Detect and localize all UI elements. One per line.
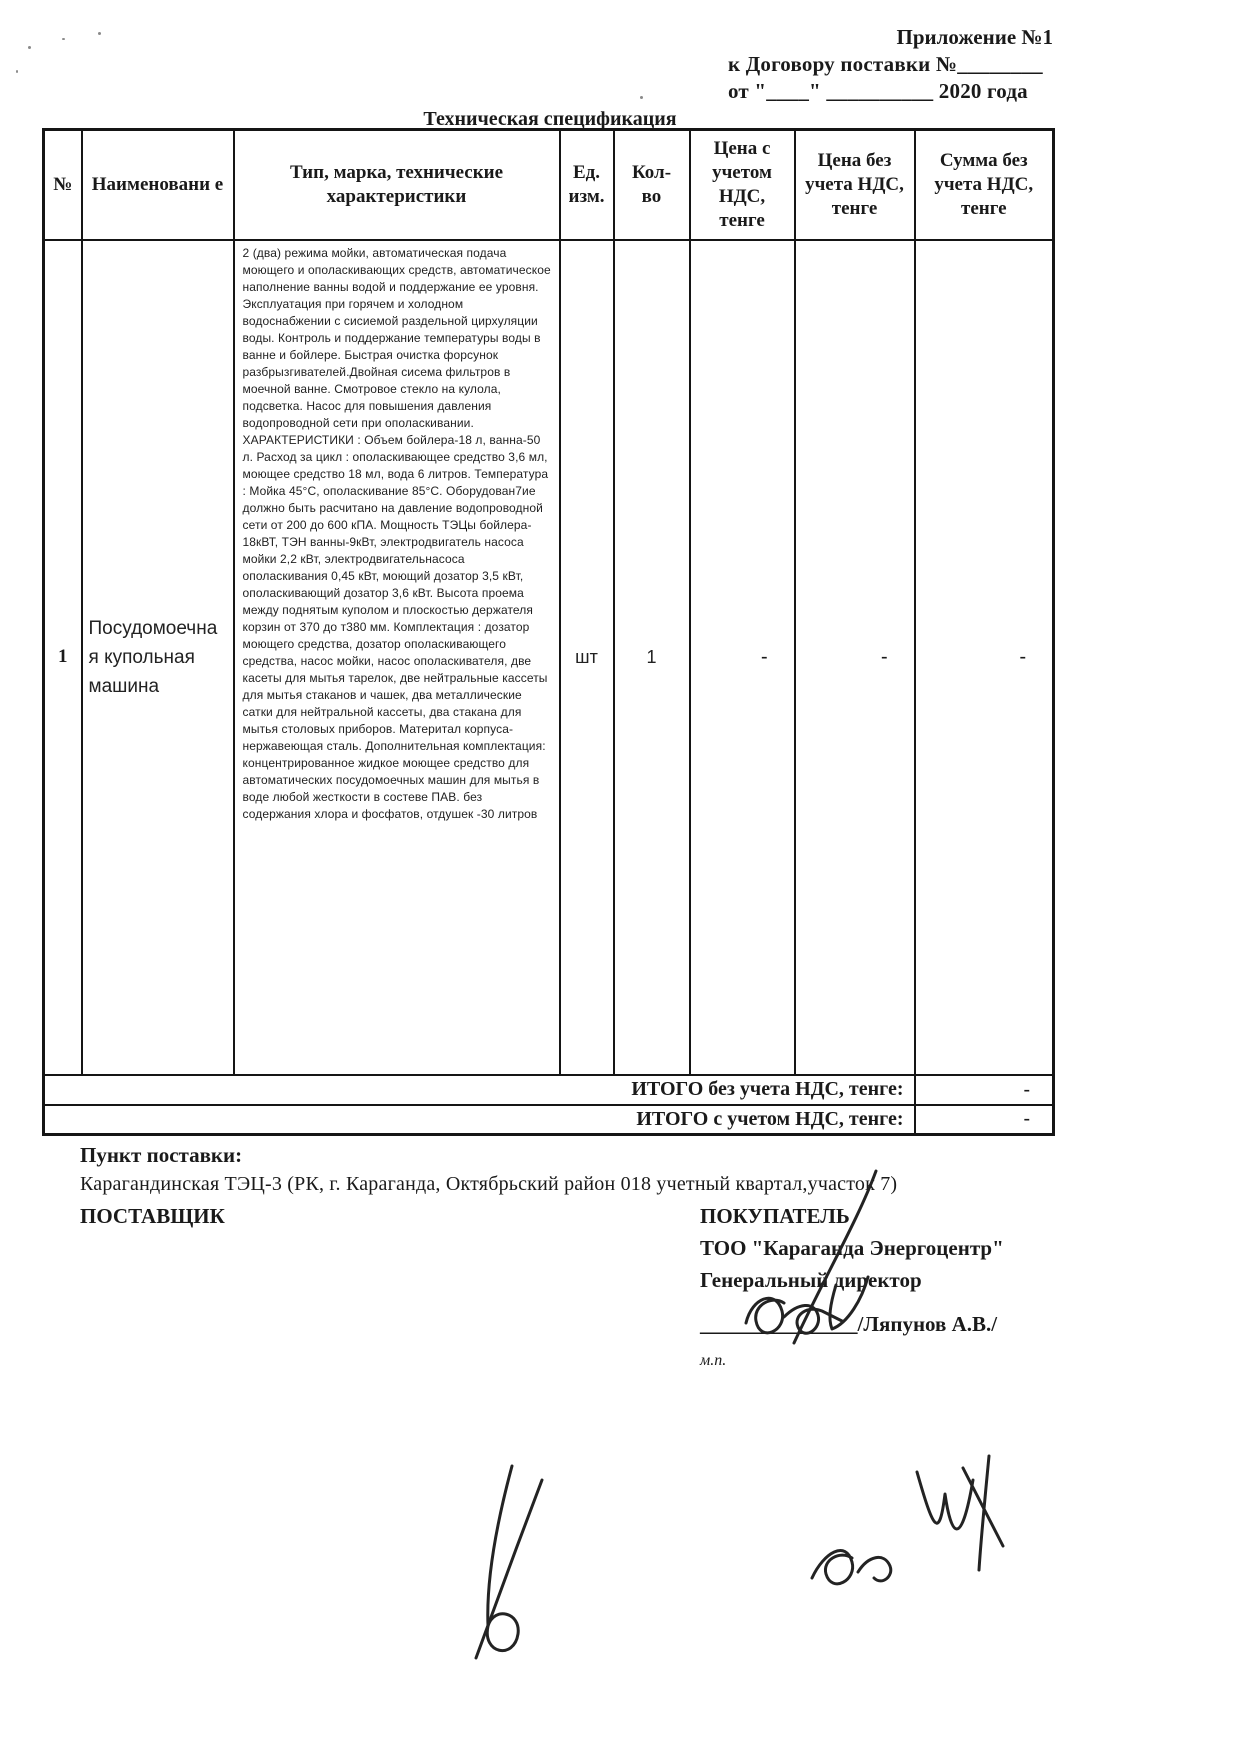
column-header-price-without-vat: Цена без учета НДС, тенге bbox=[795, 130, 915, 240]
signature-blank: _______________ bbox=[700, 1312, 858, 1336]
scan-artifact bbox=[640, 96, 643, 99]
director-signature-scribble bbox=[718, 1165, 968, 1355]
total-without-vat-row bbox=[44, 1075, 1054, 1105]
appendix-title: Приложение №1 bbox=[896, 25, 1053, 49]
unit-cell: шт bbox=[560, 240, 614, 1075]
column-header-unit: Ед. изм. bbox=[560, 130, 614, 240]
bottom-right-scribble bbox=[806, 1516, 906, 1611]
far-right-scribble bbox=[905, 1450, 1015, 1585]
buyer-position: Генеральный директор bbox=[700, 1268, 922, 1292]
delivery-point-text: Карагандинская ТЭЦ-3 (РК, г. Караганда, Октябрьский район 018 учетный квартал,участок 7) bbox=[80, 1173, 898, 1195]
scan-artifact bbox=[16, 70, 18, 73]
quantity-cell: 1 bbox=[614, 240, 690, 1075]
delivery-point-label: Пункт поставки: bbox=[80, 1143, 243, 1167]
item-specs: 2 (два) режима мойки, автоматическая подача моющего и ополаскивающих средств, автоматическое наполнение ванны водой и поддержание ее уровня. Эксплуатация при горячем и холодном водоснабжении с сисиемой раздельной цирхуляции воды. Контроль и поддержание температуры воды в ванне и бойлере. Быстрая очистка форсунок разбрызгивателей.Двойная сисема фильтров в моечной ванне. Смотровое стекло на кулола, подсветка. Насос для повышения давления водопроводной сети при ополаскивании. ХАРАКТЕРИСТИКИ : Объем бойлера-18 л, ванна-50 л. Расход за цикл : ополаскивающее средство 3,6 мл, моющее средство 18 мл, вода 6 литров. Температура : Мойка 45°С, ополаскивание 85°С. Оборудован7ие должно быть расчитано на давление водопроводной сети от 200 до 600 кПА. Мощность ТЭЦы бойлера- 18кВТ, ТЭН ванны-9кВт, электродвигатель насоса мойки 2,2 кВт, электродвигательнасоса ополаскивания 0,45 кВт, моющий дозатор 3,5 кВт, ополаскивающий дозатор 3,6 кВт. Высота проема между поднятым куполом и плоскостью держателя корзин от 370 до т380 мм. Комплектация : дозатор моющего средства, дозатор ополаскивающего средства, насос мойки, насос ополаскивателя, две касеты для мытья тарелок, две нейтральные кассеты для мытья стаканов и чашек, два металлические сатки для нейтральной кассеты, два стакана для мытья столовых приборов. Материтал корпуса- нержавеющая сталь. Дополнительная комплектация: концентрированное жидкое моющее средство для автоматических посудомоечных машин для мытья в воде любой жесткости в состеве ПАВ. без содержания хлора и фосфатов, отдушек -30 литров bbox=[242, 245, 551, 821]
scan-artifact bbox=[28, 46, 31, 49]
total-without-vat-label: ИТОГО без учета НДС, тенге: bbox=[44, 1075, 915, 1105]
price-with-vat-cell: - bbox=[690, 240, 795, 1075]
scan-artifact bbox=[98, 32, 101, 35]
price-without-vat-cell: - bbox=[795, 240, 915, 1075]
document-header bbox=[728, 24, 1053, 105]
buyer-label: ПОКУПАТЕЛЬ bbox=[700, 1204, 850, 1228]
buyer-company: ТОО "Караганда Энергоцентр" bbox=[700, 1236, 1004, 1260]
contract-number-line: к Договору поставки №________ bbox=[728, 52, 1043, 76]
item-specs-cell bbox=[234, 240, 560, 1075]
total-with-vat-label: ИТОГО с учетом НДС, тенге: bbox=[44, 1105, 915, 1135]
row-number-cell: 1 bbox=[44, 240, 82, 1075]
column-header-sum-without-vat: Сумма без учета НДС, тенге bbox=[915, 130, 1054, 240]
signature-name: /Ляпунов А.В./ bbox=[857, 1312, 998, 1336]
total-without-vat-value: - bbox=[915, 1075, 1054, 1105]
item-name-cell bbox=[82, 240, 234, 1075]
total-with-vat-value: - bbox=[915, 1105, 1054, 1135]
page-title: Техническая спецификация bbox=[423, 108, 677, 130]
column-header-qty: Кол-во bbox=[614, 130, 690, 240]
specification-table bbox=[42, 128, 1055, 1136]
supplier-label: ПОСТАВЩИК bbox=[80, 1204, 225, 1228]
column-header-specs: Тип, марка, технические характеристики bbox=[234, 130, 560, 240]
stamp-mark: м.п. bbox=[700, 1352, 727, 1369]
contract-date-line: от "____" __________ 2020 года bbox=[728, 79, 1028, 103]
column-header-number: № bbox=[44, 130, 82, 240]
total-with-vat-row bbox=[44, 1105, 1054, 1135]
scan-artifact bbox=[62, 38, 65, 40]
sum-without-vat-cell: - bbox=[915, 240, 1054, 1075]
table-row bbox=[44, 240, 1054, 1075]
item-name: Посудомоечна я купольная машина bbox=[88, 617, 218, 697]
column-header-price-with-vat: Цена с учетом НДС, тенге bbox=[690, 130, 795, 240]
bottom-center-scribble bbox=[450, 1458, 570, 1683]
column-header-name: Наименовани е bbox=[82, 130, 234, 240]
table-header-row bbox=[44, 130, 1054, 240]
